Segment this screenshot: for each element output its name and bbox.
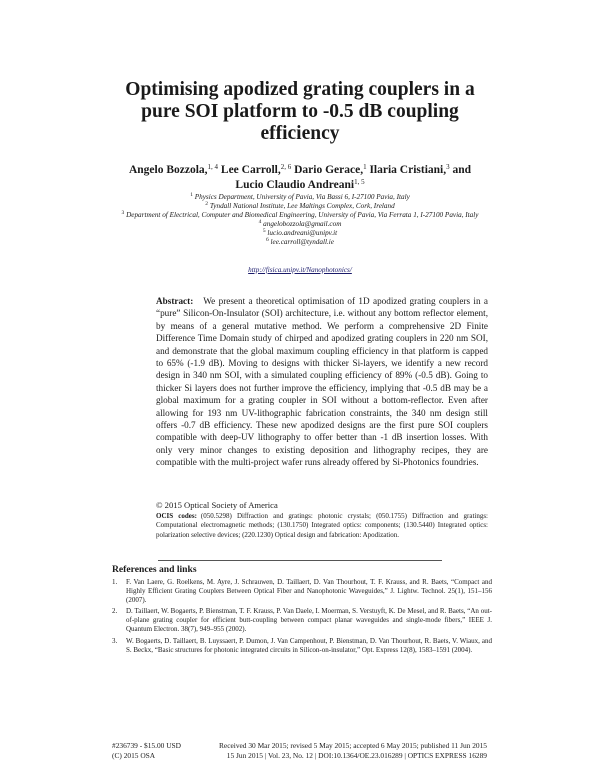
footer-price-copyright — [112, 741, 181, 761]
affiliation-email: $^5$ lucio.andreani@unipv.it — [262, 228, 338, 238]
reference-item — [112, 578, 492, 605]
author-affiliation-mark: 1, 4 — [207, 163, 219, 171]
footer-citation: 15 Jun 2015 | Vol. 23, No. 12 | DOI:10.1364/OE.23.016289 | OPTICS EXPRESS 16289 — [226, 751, 487, 760]
reference-text: D. Taillaert, W. Bogaerts, P. Bienstman, T. F. Krauss, P. Van Daele, I. Moerman, S. Verstuyft, K. De Mesel, and R. Baets, “An out-of-plane grating coupler for efficient butt-coupling between compact planar waveguides and single-mode fibers,” IEEE J. Quantum Electron. 38(7), 949–955 (2002). — [126, 607, 492, 634]
author-name: Lee Carroll, — [220, 164, 281, 176]
affiliation-item: $^2$ Tyndall National Institute, Lee Maltings Complex, Cork, Ireland — [205, 201, 395, 211]
abstract — [156, 295, 488, 469]
reference-number: 2. — [112, 607, 118, 616]
footer-price: #236739 - $15.00 USD — [112, 741, 181, 750]
affiliation-list — [120, 193, 480, 248]
affiliation-item: $^3$ Department of Electrical, Computer and Biomedical Engineering, University of Pavia, Via Ferrata 1, I-27100 Pavia, Italy — [121, 210, 479, 220]
author-name: Ilaria Cristiani, — [369, 164, 447, 176]
reference-text: W. Bogaerts, D. Taillaert, B. Luyssaert, P. Dumon, J. Van Campenhout, P. Bienstman, D. Van Thourhout, R. Baets, V. Wiaux, and S. Beckx, “Basic structures for photonic integrated circuits in Silicon-on-insulator,” Opt. Express 12(8), 1583–1591 (2004). — [126, 636, 492, 654]
footer-copyright: (C) 2015 OSA — [112, 751, 156, 760]
affiliation-item: $^1$ Physics Department, University of Pavia, Via Bassi 6, I-27100 Pavia, Italy — [190, 192, 410, 201]
author-name: Lucio Claudio Andreani — [235, 179, 355, 191]
author-affiliation-mark: 3 — [446, 163, 450, 171]
reference-item — [112, 637, 492, 655]
abstract-text: We present a theoretical optimisation of 1D apodized grating couplers in a “pure” Silicon-On-Insulator (SOI) architecture, i.e. without any bottom reflector element, by means of a general mutative method. We perform a comprehensive 2D Finite Difference Time Domain study of chirped and apodized grating couplers in 220 nm SOI, and demonstrate that the global maximum coupling efficiency in that platform is capped to 65% (-1.9 dB). Moving to designs with thicker Si-layers, we identify a new record design in 340 nm SOI, with a simulated coupling efficiency of 89% (-0.5 dB). Going to thicker Si layers does not further improve the efficiency, implying that -0.5 dB may be a global maximum for a grating coupler in SOI without a bottom-reflector. Even after allowing for 193 nm UV-lithographic fabrication constraints, the 340 nm design still offers -0.7 dB efficiency. These new apodized designs are the first pure SOI couplers compatible with deep-UV lithography to offer better than -1 dB insertion losses. With only very minor changes to existing deposition and lithography recipes, they are compatible with the multi-project wafer runs already offered by Si-Photonics foundries. — [156, 296, 488, 468]
paper-title: Optimising apodized grating couplers in a pure SOI platform to -0.5 dB coupling efficiency — [125, 79, 475, 144]
copyright-notice: © 2015 Optical Society of America — [156, 500, 278, 510]
author-separator: and — [449, 164, 472, 176]
author-name: Dario Gerace, — [294, 164, 364, 176]
author-name: Angelo Bozzola, — [128, 164, 208, 176]
footer-dates: Received 30 Mar 2015; revised 5 May 2015; accepted 6 May 2015; published 11 Jun 2015 — [219, 741, 487, 750]
author-list — [120, 163, 480, 193]
affiliation-email: $^4$ angelobozzola@gmail.com — [258, 219, 342, 229]
references-heading: References and links — [112, 564, 197, 575]
reference-item — [112, 607, 492, 634]
group-website-link[interactable]: http://fisica.unipv.it/Nanophotonics/ — [248, 266, 352, 274]
ocis-text: (050.5298) Diffraction and gratings: photonic crystals; (050.1755) Diffraction and gratings: Computational electromagnetic methods; (130.1750) Integrated optics: components; (130.5440) Integrated optics: polarization selective devices; (220.1230) Optical design and fabrication: Apodization. — [156, 512, 488, 539]
author-affiliation-mark: 1 — [363, 163, 367, 171]
affiliation-email: $^6$ lee.carroll@tyndall.ie — [266, 237, 334, 247]
ocis-codes — [156, 512, 488, 540]
author-affiliation-mark: 2, 6 — [280, 163, 292, 171]
reference-number: 3. — [112, 636, 118, 645]
ocis-label: OCIS codes: — [156, 512, 197, 520]
reference-list — [112, 578, 492, 657]
section-divider — [158, 560, 442, 561]
author-affiliation-mark: 1, 5 — [354, 178, 365, 186]
reference-number: 1. — [112, 578, 118, 586]
reference-text: F. Van Laere, G. Roelkens, M. Ayre, J. Schrauwen, D. Taillaert, D. Van Thourhout, T. F. Krauss, and R. Baets, “Compact and Highly Efficient Grating Couplers Between Optical Fiber and Nanophotonic Waveguides,” J. Lightw. Technol. 25(1), 151–156 (2007). — [126, 578, 492, 605]
abstract-label: Abstract: — [156, 296, 194, 306]
footer-publication-info — [205, 741, 487, 761]
